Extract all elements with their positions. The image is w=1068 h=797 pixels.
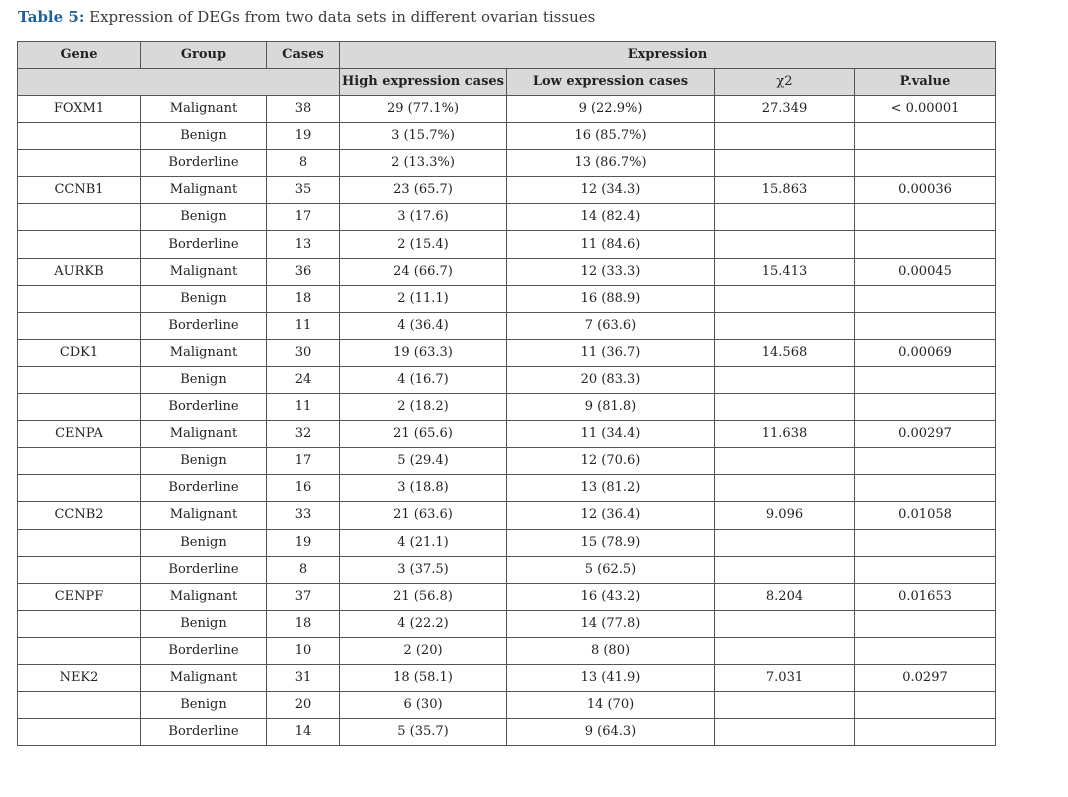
cases-cell: 11 [267,312,340,339]
header-row-2 [18,69,996,96]
gene-cell: CCNB1 [18,177,141,204]
p-value-cell [855,285,996,312]
low-expression-cell: 13 (81.2) [507,475,715,502]
gene-cell [18,448,141,475]
high-expression-cell: 23 (65.7) [340,177,507,204]
high-expression-cell: 3 (18.8) [340,475,507,502]
header-p-value: P.value [855,69,996,96]
p-value-cell [855,312,996,339]
group-cell: Borderline [141,475,267,502]
chi-square-cell [715,556,855,583]
cases-cell: 20 [267,692,340,719]
high-expression-cell: 24 (66.7) [340,258,507,285]
group-cell: Benign [141,448,267,475]
table-row [18,610,996,637]
table-row [18,719,996,746]
high-expression-cell: 3 (17.6) [340,204,507,231]
p-value-cell [855,366,996,393]
cases-cell: 18 [267,610,340,637]
table-caption [18,7,595,27]
high-expression-cell: 21 (65.6) [340,421,507,448]
chi-square-cell: 27.349 [715,96,855,123]
high-expression-cell: 19 (63.3) [340,339,507,366]
table-row [18,366,996,393]
group-cell: Malignant [141,96,267,123]
low-expression-cell: 14 (77.8) [507,610,715,637]
group-cell: Borderline [141,231,267,258]
gene-cell [18,366,141,393]
p-value-cell: 0.01058 [855,502,996,529]
p-value-cell [855,692,996,719]
group-cell: Malignant [141,177,267,204]
group-cell: Benign [141,123,267,150]
table-row [18,150,996,177]
header-cases: Cases [267,42,340,69]
group-cell: Borderline [141,394,267,421]
p-value-cell [855,556,996,583]
chi-square-cell: 9.096 [715,502,855,529]
chi-square-cell: 15.863 [715,177,855,204]
high-expression-cell: 3 (15.7%) [340,123,507,150]
low-expression-cell: 14 (82.4) [507,204,715,231]
group-cell: Borderline [141,312,267,339]
table-row [18,448,996,475]
cases-cell: 33 [267,502,340,529]
gene-cell [18,529,141,556]
gene-cell [18,556,141,583]
group-cell: Borderline [141,556,267,583]
p-value-cell [855,231,996,258]
expression-table [17,41,996,746]
chi-square-cell [715,231,855,258]
high-expression-cell: 2 (11.1) [340,285,507,312]
chi-square-cell: 8.204 [715,583,855,610]
gene-cell [18,394,141,421]
cases-cell: 30 [267,339,340,366]
low-expression-cell: 14 (70) [507,692,715,719]
low-expression-cell: 15 (78.9) [507,529,715,556]
chi-square-cell [715,529,855,556]
chi-square-cell [715,719,855,746]
cases-cell: 17 [267,204,340,231]
cases-cell: 24 [267,366,340,393]
table-row [18,177,996,204]
cases-cell: 11 [267,394,340,421]
table-row [18,285,996,312]
low-expression-cell: 12 (34.3) [507,177,715,204]
header-blank [18,69,340,96]
chi-square-cell: 11.638 [715,421,855,448]
low-expression-cell: 8 (80) [507,637,715,664]
table-caption-text: Expression of DEGs from two data sets in different ovarian tissues [84,8,596,26]
table-row [18,502,996,529]
table-row [18,692,996,719]
table-row [18,664,996,691]
high-expression-cell: 18 (58.1) [340,664,507,691]
table-row [18,421,996,448]
table-row [18,258,996,285]
gene-cell [18,610,141,637]
cases-cell: 37 [267,583,340,610]
p-value-cell: 0.0297 [855,664,996,691]
low-expression-cell: 12 (33.3) [507,258,715,285]
group-cell: Malignant [141,421,267,448]
gene-cell [18,204,141,231]
table-row [18,231,996,258]
low-expression-cell: 13 (86.7%) [507,150,715,177]
table-row [18,529,996,556]
table-row [18,475,996,502]
chi-square-cell: 14.568 [715,339,855,366]
low-expression-cell: 9 (81.8) [507,394,715,421]
chi-square-cell [715,475,855,502]
gene-cell: CDK1 [18,339,141,366]
gene-cell [18,312,141,339]
chi-square-cell [715,637,855,664]
low-expression-cell: 12 (36.4) [507,502,715,529]
group-cell: Malignant [141,339,267,366]
gene-cell [18,123,141,150]
header-low-expression: Low expression cases [507,69,715,96]
header-high-expression: High expression cases [340,69,507,96]
cases-cell: 17 [267,448,340,475]
group-cell: Benign [141,610,267,637]
group-cell: Benign [141,204,267,231]
cases-cell: 19 [267,529,340,556]
group-cell: Borderline [141,719,267,746]
cases-cell: 16 [267,475,340,502]
p-value-cell [855,123,996,150]
header-expression: Expression [340,42,996,69]
table-row [18,583,996,610]
p-value-cell [855,448,996,475]
table-row [18,339,996,366]
cases-cell: 8 [267,150,340,177]
gene-cell: CENPA [18,421,141,448]
high-expression-cell: 2 (15.4) [340,231,507,258]
high-expression-cell: 21 (63.6) [340,502,507,529]
p-value-cell [855,394,996,421]
high-expression-cell: 3 (37.5) [340,556,507,583]
high-expression-cell: 2 (18.2) [340,394,507,421]
p-value-cell [855,475,996,502]
low-expression-cell: 5 (62.5) [507,556,715,583]
table-row [18,312,996,339]
p-value-cell [855,150,996,177]
cases-cell: 13 [267,231,340,258]
p-value-cell [855,529,996,556]
chi-square-cell: 7.031 [715,664,855,691]
chi-square-cell [715,150,855,177]
chi-square-cell [715,312,855,339]
cases-cell: 10 [267,637,340,664]
gene-cell: FOXM1 [18,96,141,123]
high-expression-cell: 2 (20) [340,637,507,664]
chi-square-cell [715,204,855,231]
table-body [18,96,996,746]
header-row-1 [18,42,996,69]
p-value-cell [855,610,996,637]
p-value-cell: 0.00069 [855,339,996,366]
chi-square-cell [715,394,855,421]
gene-cell [18,285,141,312]
chi-square-cell [715,448,855,475]
group-cell: Benign [141,692,267,719]
cases-cell: 8 [267,556,340,583]
high-expression-cell: 2 (13.3%) [340,150,507,177]
low-expression-cell: 12 (70.6) [507,448,715,475]
cases-cell: 32 [267,421,340,448]
header-chi-square: χ2 [715,69,855,96]
high-expression-cell: 5 (35.7) [340,719,507,746]
gene-cell: CCNB2 [18,502,141,529]
chi-square-cell [715,366,855,393]
gene-cell [18,475,141,502]
gene-cell [18,637,141,664]
low-expression-cell: 16 (88.9) [507,285,715,312]
high-expression-cell: 4 (21.1) [340,529,507,556]
low-expression-cell: 7 (63.6) [507,312,715,339]
gene-cell [18,150,141,177]
low-expression-cell: 11 (84.6) [507,231,715,258]
group-cell: Borderline [141,150,267,177]
cases-cell: 14 [267,719,340,746]
table-caption-label: Table 5: [18,8,85,26]
chi-square-cell: 15.413 [715,258,855,285]
gene-cell [18,231,141,258]
table-row [18,204,996,231]
cases-cell: 19 [267,123,340,150]
chi-square-cell [715,123,855,150]
high-expression-cell: 5 (29.4) [340,448,507,475]
chi-square-cell [715,285,855,312]
table-header [18,42,996,96]
group-cell: Benign [141,366,267,393]
header-group: Group [141,42,267,69]
high-expression-cell: 6 (30) [340,692,507,719]
p-value-cell: 0.00036 [855,177,996,204]
cases-cell: 36 [267,258,340,285]
group-cell: Borderline [141,637,267,664]
group-cell: Malignant [141,258,267,285]
p-value-cell [855,719,996,746]
group-cell: Malignant [141,583,267,610]
high-expression-cell: 29 (77.1%) [340,96,507,123]
table-row [18,96,996,123]
gene-cell [18,719,141,746]
p-value-cell: 0.00045 [855,258,996,285]
cases-cell: 18 [267,285,340,312]
chi-square-cell [715,692,855,719]
high-expression-cell: 4 (22.2) [340,610,507,637]
gene-cell: CENPF [18,583,141,610]
cases-cell: 38 [267,96,340,123]
gene-cell: NEK2 [18,664,141,691]
low-expression-cell: 20 (83.3) [507,366,715,393]
low-expression-cell: 16 (43.2) [507,583,715,610]
low-expression-cell: 13 (41.9) [507,664,715,691]
low-expression-cell: 16 (85.7%) [507,123,715,150]
high-expression-cell: 21 (56.8) [340,583,507,610]
table-row [18,123,996,150]
p-value-cell [855,637,996,664]
gene-cell: AURKB [18,258,141,285]
group-cell: Malignant [141,664,267,691]
p-value-cell: < 0.00001 [855,96,996,123]
high-expression-cell: 4 (36.4) [340,312,507,339]
table-row [18,556,996,583]
chi-square-cell [715,610,855,637]
low-expression-cell: 11 (34.4) [507,421,715,448]
table-row [18,394,996,421]
group-cell: Malignant [141,502,267,529]
low-expression-cell: 11 (36.7) [507,339,715,366]
p-value-cell: 0.01653 [855,583,996,610]
low-expression-cell: 9 (22.9%) [507,96,715,123]
group-cell: Benign [141,529,267,556]
cases-cell: 31 [267,664,340,691]
table-row [18,637,996,664]
cases-cell: 35 [267,177,340,204]
gene-cell [18,692,141,719]
low-expression-cell: 9 (64.3) [507,719,715,746]
p-value-cell [855,204,996,231]
group-cell: Benign [141,285,267,312]
high-expression-cell: 4 (16.7) [340,366,507,393]
header-gene: Gene [18,42,141,69]
p-value-cell: 0.00297 [855,421,996,448]
